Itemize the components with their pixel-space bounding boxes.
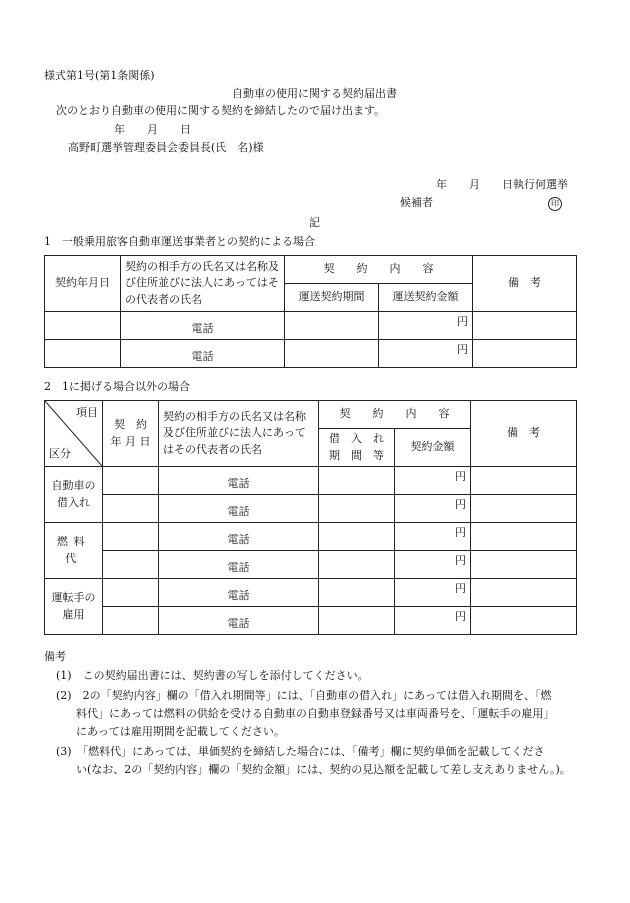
s1-header-date: 契約年月日 [45,256,121,312]
note-3-line-1: (3) 「燃料代」にあっては、単価契約を締結した場合には、「備考」欄に契約単価を記載してくださ [56,745,545,758]
table-row [45,312,577,340]
intro-text: 次のとおり自動車の使用に関する契約を締結したので届け出ます。 [56,104,386,117]
s2-header-party: 契約の相手方の氏名又は名称及び住所並びに法人にあってはその代表者の氏名 [159,401,319,467]
cell[interactable] [473,312,577,340]
candidate-label: 候補者 [400,196,433,209]
s2-header-item: 項目 [76,406,98,419]
yen-label: 円 [395,495,471,523]
cell[interactable] [103,467,159,495]
cell[interactable] [103,607,159,635]
phone-label: 電話 [121,340,285,368]
table-row [45,495,577,523]
note-1: (1) この契約届出書には、契約書の写しを添付してください。 [56,669,369,682]
cell[interactable] [45,312,121,340]
cell[interactable] [319,467,395,495]
section2-heading: 2 1に掲げる場合以外の場合 [44,380,190,393]
s1-header-remarks: 備 考 [473,256,577,312]
cell[interactable] [285,340,379,368]
cell[interactable] [285,312,379,340]
yen-label: 円 [395,523,471,551]
s2-header-content: 契 約 内 容 [319,401,471,429]
s2-header-amount: 契約金額 [395,429,471,467]
section1-table [44,255,577,368]
yen-label: 円 [395,607,471,635]
cell[interactable] [103,551,159,579]
table-row [45,340,577,368]
yen-label: 円 [395,551,471,579]
cell[interactable] [319,579,395,607]
cell[interactable] [103,579,159,607]
cell[interactable] [45,340,121,368]
table-row [45,467,577,495]
seal-mark: 印 [548,197,562,211]
cell[interactable] [319,523,395,551]
cell[interactable] [319,551,395,579]
cell[interactable] [471,523,577,551]
s2-header-category: 区分 [49,446,71,460]
cell[interactable] [103,523,159,551]
note-2-line-2: 料代」にあっては燃料の供給を受ける自動車の自動車登録番号又は車両番号を、「運転手の雇用」 [76,707,555,720]
cell[interactable] [471,579,577,607]
phone-label: 電話 [159,495,319,523]
cell[interactable] [471,467,577,495]
note-2-line-1: (2) 2の「契約内容」欄の「借入れ期間等」には、「自動車の借入れ」にあっては借入れ期間を、「燃 [56,689,552,702]
s1-header-amount: 運送契約金額 [379,284,473,312]
cell[interactable] [471,495,577,523]
phone-label: 電話 [159,579,319,607]
election-line: 年 月 日執行何選挙 [436,178,568,191]
cell[interactable] [319,495,395,523]
s1-header-period: 運送契約期間 [285,284,379,312]
note-3-line-2: い(なお、2の「契約内容」欄の「契約金額」には、契約の見込額を記載して差し支えありません。)。 [76,763,571,776]
yen-label: 円 [395,579,471,607]
table-row [45,607,577,635]
yen-label: 円 [379,312,473,340]
category-fuel: 燃料代 [45,523,103,579]
s2-header-remarks: 備 考 [471,401,577,467]
table-row [45,551,577,579]
phone-label: 電話 [159,607,319,635]
phone-label: 電話 [159,523,319,551]
s1-header-party: 契約の相手方の氏名又は名称及び住所並びに法人にあってはその代表者の氏名 [121,256,285,312]
cell[interactable] [473,340,577,368]
note-2-line-3: にあっては雇用期間を記載してください。 [76,725,285,738]
yen-label: 円 [395,467,471,495]
section2-table [44,400,577,635]
s2-header-date: 契 約 年 月 日 [103,401,159,467]
ki-label: 記 [309,216,320,229]
form-number: 様式第1号(第1条関係) [44,69,155,82]
section1-heading: 1 一般乗用旅客自動車運送事業者との契約による場合 [44,235,315,248]
notes-heading: 備考 [44,650,66,663]
document-title: 自動車の使用に関する契約届出書 [232,87,397,100]
s1-header-content: 契 約 内 容 [285,256,473,284]
s2-header-diagonal [45,401,103,467]
addressee: 高野町選挙管理委員会委員長(氏 名)様 [68,141,264,154]
phone-label: 電話 [121,312,285,340]
date-line: 年 月 日 [114,123,191,136]
table-row [45,579,577,607]
yen-label: 円 [379,340,473,368]
s2-header-period: 借 入 れ 期 間 等 [319,429,395,467]
category-car-rental: 自動車の借入れ [45,467,103,523]
phone-label: 電話 [159,551,319,579]
phone-label: 電話 [159,467,319,495]
candidate-line [400,196,562,211]
cell[interactable] [471,607,577,635]
cell[interactable] [471,551,577,579]
table-row [45,523,577,551]
cell[interactable] [103,495,159,523]
category-driver: 運転手の雇用 [45,579,103,635]
cell[interactable] [319,607,395,635]
